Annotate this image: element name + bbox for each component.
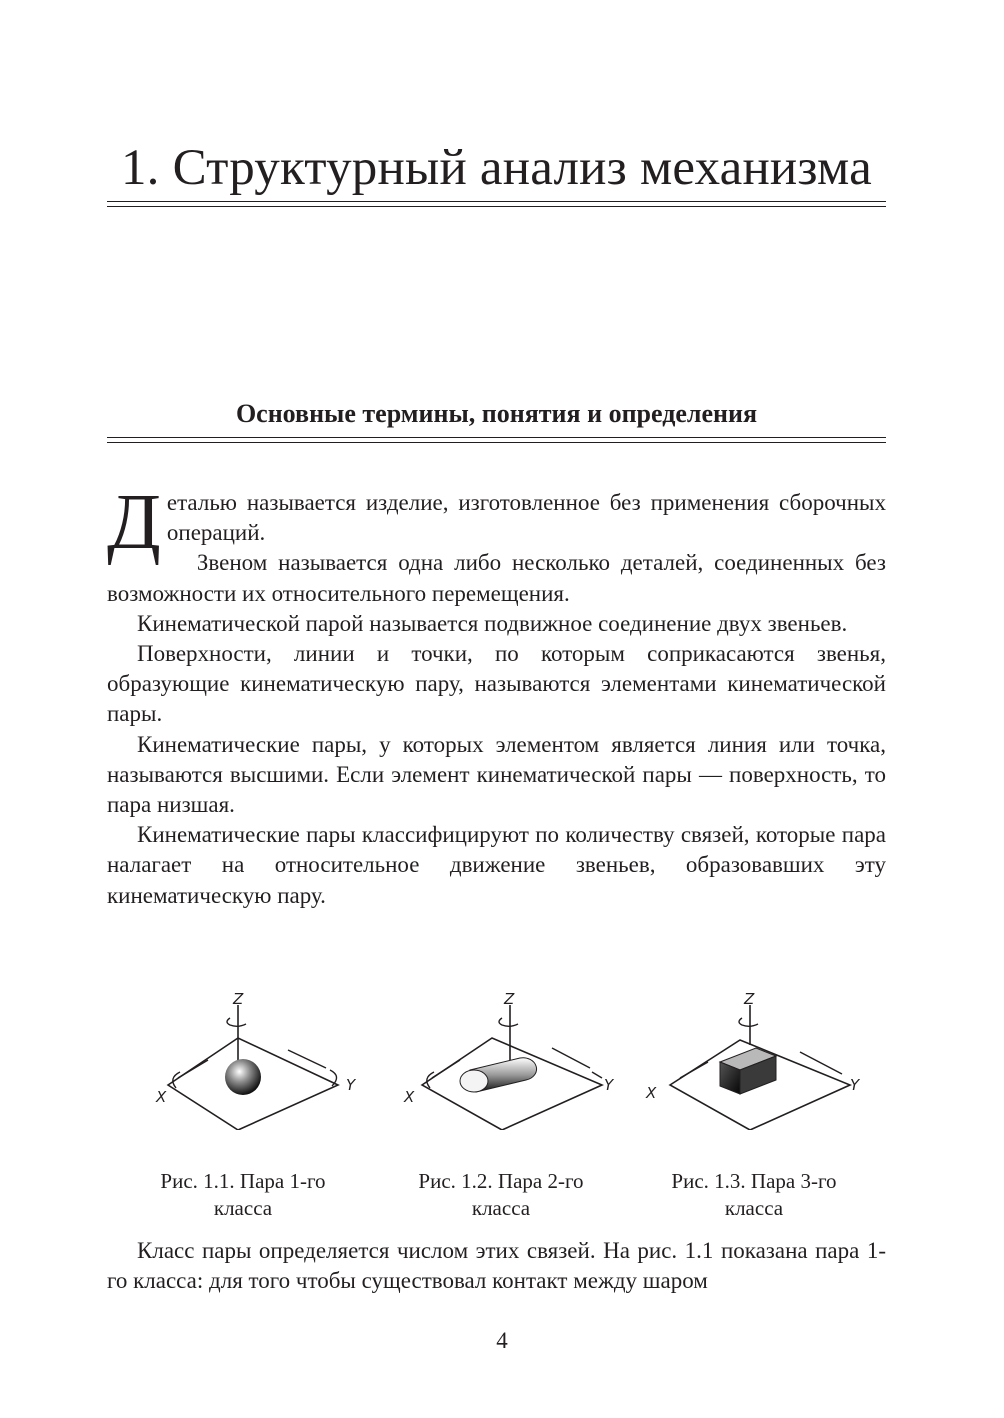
section-title: Основные термины, понятия и определения xyxy=(235,399,758,428)
section-rule-top xyxy=(107,437,886,438)
caption-line: Рис. 1.3. Пара 3-го xyxy=(671,1169,837,1193)
axis-x: X xyxy=(156,1088,167,1106)
paragraph: Класс пары определяется числом этих связей. На рис. 1.1 показана пара 1-го класса: для того чтобы существовал контакт между шаром xyxy=(107,1238,886,1294)
caption-line: Рис. 1.1. Пара 1-го xyxy=(160,1169,326,1193)
caption-line: Рис. 1.2. Пара 2-го xyxy=(418,1169,584,1193)
axis-y: Y xyxy=(346,1076,356,1094)
axis-x: X xyxy=(646,1084,657,1102)
figure-caption-1 xyxy=(128,1168,358,1222)
axis-x: X xyxy=(404,1088,415,1106)
cylinder-icon xyxy=(460,1058,537,1092)
axis-z: Z xyxy=(233,990,244,1008)
figure-1-3 xyxy=(630,990,870,1130)
figure-caption-3 xyxy=(639,1168,869,1222)
paragraph-text: еталью называется изделие, изготовленное без применения сборочных операций. xyxy=(166,490,886,546)
figures-row xyxy=(100,990,900,1130)
figure-1-1 xyxy=(138,990,368,1130)
paragraph: Звеном называется одна либо несколько деталей, соединенных без возможности их относительного перемещения. xyxy=(107,550,886,606)
axis-y: Y xyxy=(604,1076,614,1094)
box-icon xyxy=(720,1048,776,1094)
paragraph: Кинематические пары классифицируют по количеству связей, которые пара налагает на относительное движение звеньев, образовавших эту кинематическую пару. xyxy=(107,822,886,908)
title-rule-top xyxy=(107,201,886,202)
body-text-continued xyxy=(107,1236,886,1296)
axis-y: Y xyxy=(850,1076,860,1094)
figure-1-2 xyxy=(392,990,622,1130)
body-text xyxy=(107,479,886,911)
paragraph: Кинематические пары, у которых элементом является линия или точка, называются высшими. Если элемент кинематической пары — поверхность, то пара низшая. xyxy=(107,731,886,818)
axis-z: Z xyxy=(504,990,515,1008)
paragraph: Кинематической парой называется подвижное соединение двух звеньев. xyxy=(137,610,848,636)
paragraph: Поверхности, линии и точки, по которым соприкасаются звенья, образующие кинематическую пару, называются элементами кинематической пары. xyxy=(107,641,886,727)
title-rule-bottom xyxy=(107,206,886,207)
sphere-icon xyxy=(225,1059,261,1095)
axis-z: Z xyxy=(744,990,755,1008)
plane xyxy=(422,1038,602,1130)
drop-cap: Д xyxy=(107,479,161,566)
section-rule-bottom xyxy=(107,442,886,443)
caption-line: класса xyxy=(213,1196,273,1220)
figure-caption-2 xyxy=(386,1168,616,1222)
chapter-title: 1. Структурный анализ механизма xyxy=(120,140,873,196)
page-number: 4 xyxy=(496,1328,508,1353)
caption-line: класса xyxy=(471,1196,531,1220)
paragraph xyxy=(107,479,886,566)
caption-line: класса xyxy=(724,1196,784,1220)
